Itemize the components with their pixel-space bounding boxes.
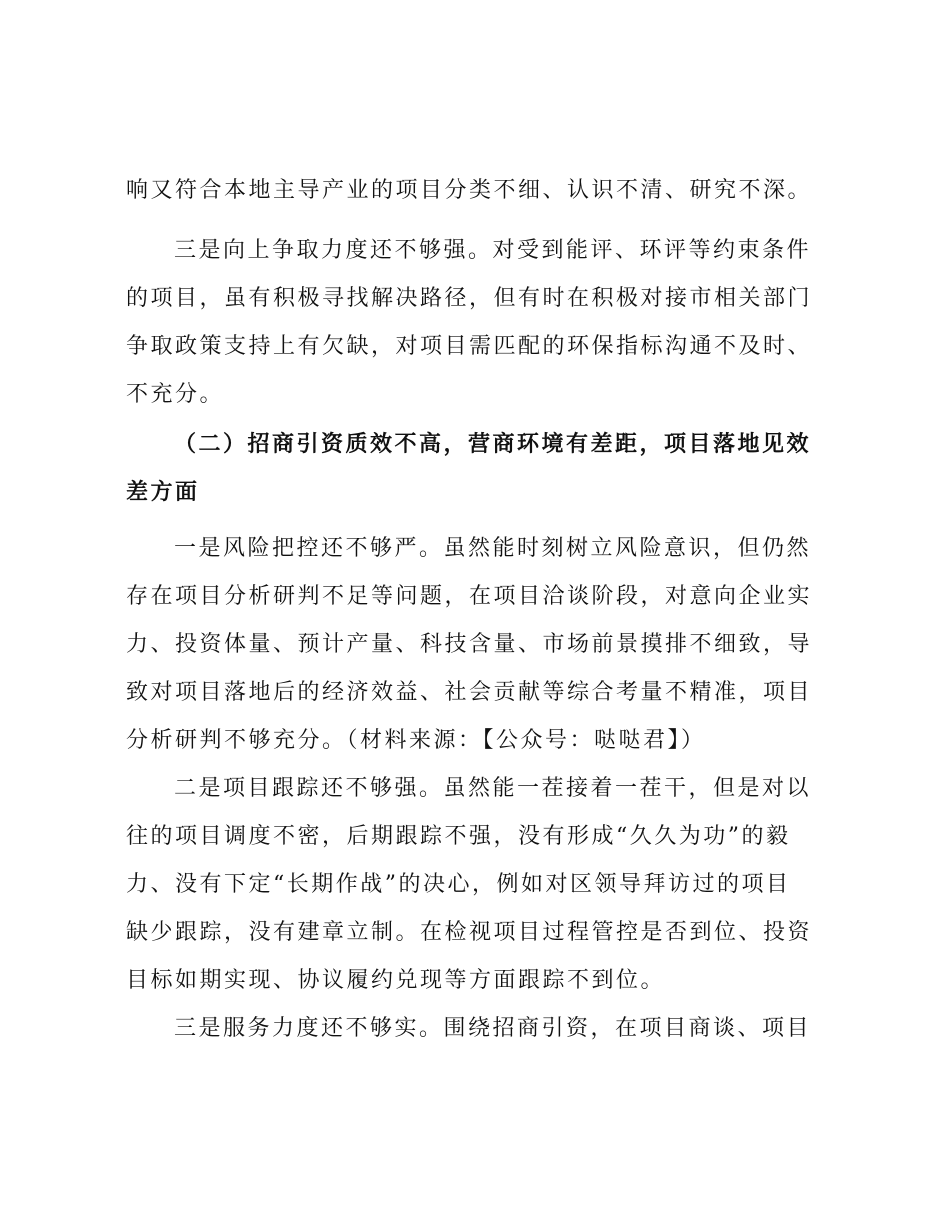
- text-line: 三是向上争取力度还不够强。对受到能评、环评等约束条件: [174, 238, 812, 263]
- text-line: 争取政策支持上有欠缺，对项目需匹配的环保指标沟通不及时、: [126, 334, 813, 359]
- text-line: 存在项目分析研判不足等问题，在项目洽谈阶段，对意向企业实: [126, 584, 813, 609]
- text-line: 力、没有下定“长期作战”的决心，例如对区领导拜访过的项目: [126, 872, 791, 897]
- section-heading: [126, 420, 834, 516]
- text-line: 致对项目落地后的经济效益、社会贡献等综合考量不精准，项目: [126, 680, 813, 705]
- text-line: 力、投资体量、预计产量、科技含量、市场前景摸排不细致，导: [126, 632, 813, 657]
- text-line: 分析研判不够充分。（材料来源：【公众号：哒哒君】）: [126, 728, 706, 753]
- text-line: 往的项目调度不密，后期跟踪不强，没有形成“久久为功”的毅: [126, 824, 791, 849]
- paragraph-service-strength: [126, 1005, 834, 1053]
- paragraph-risk-control: [126, 525, 834, 765]
- text-line: 缺少跟踪，没有建章立制。在检视项目过程管控是否到位、投资: [126, 920, 813, 945]
- text-line: 二是项目跟踪还不够强。虽然能一茬接着一茬干，但是对以: [174, 776, 812, 801]
- text-line: 三是服务力度还不够实。围绕招商引资，在项目商谈、项目: [174, 1016, 812, 1041]
- heading-line: （二）招商引资质效不高，营商环境有差距，项目落地见效: [174, 431, 812, 457]
- paragraph-project-tracking: [126, 765, 834, 1005]
- text-line: 一是风险把控还不够严。虽然能时刻树立风险意识，但仍然: [174, 536, 812, 561]
- text-line: 的项目，虽有积极寻找解决路径，但有时在积极对接市相关部门: [126, 286, 813, 311]
- paragraph-continuation: [126, 167, 834, 215]
- text-line: 不充分。: [126, 382, 225, 407]
- text-line: 响又符合本地主导产业的项目分类不细、认识不清、研究不深。: [126, 178, 813, 203]
- text-line: 目标如期实现、协议履约兑现等方面跟踪不到位。: [126, 968, 666, 993]
- paragraph-upward-support: [126, 227, 834, 419]
- heading-line: 差方面: [126, 479, 200, 505]
